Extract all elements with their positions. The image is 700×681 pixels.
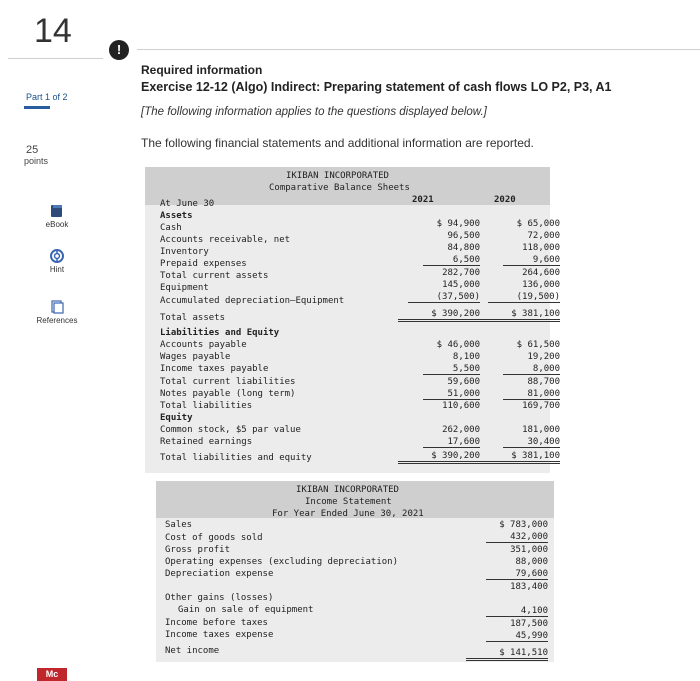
bs-row-2021: 5,500 [423, 364, 480, 375]
hint-button[interactable] [27, 249, 87, 274]
book-icon [49, 204, 65, 218]
is-row-value: 45,990 [486, 631, 548, 642]
is-row-value: 351,000 [510, 545, 548, 555]
exercise-title: Exercise 12-12 (Algo) Indirect: Preparing statement of cash flows LO P2, P3, A1 [141, 80, 612, 94]
required-information-heading: Required information [141, 63, 263, 77]
bs-col-2020: 2020 [494, 195, 516, 205]
bs-row-2020: 136,000 [522, 280, 560, 290]
header-divider [137, 49, 700, 50]
bs-row-label: Inventory [160, 247, 209, 257]
is-row-value: 187,500 [510, 619, 548, 629]
is-row-label: Sales [165, 520, 193, 530]
bs-row-2021: 51,000 [423, 389, 480, 400]
bs-row-label: Accounts receivable, net [160, 235, 291, 245]
bs-row-2021: 262,000 [442, 425, 480, 435]
bs-row-label: Accumulated depreciation–Equipment [160, 296, 345, 306]
is-other-gains-heading: Other gains (losses) [165, 593, 274, 603]
mcgraw-hill-logo: Mc [37, 668, 67, 681]
bs-row-label: Common stock, $5 par value [160, 425, 301, 435]
documents-icon [49, 300, 65, 314]
is-row-value: 88,000 [515, 557, 548, 567]
points-value: 25 [26, 144, 39, 156]
bs-date-label: At June 30 [160, 199, 215, 209]
lifebuoy-icon [49, 249, 65, 263]
bs-row-2020: $ 65,000 [516, 219, 560, 229]
bs-row-2020: 88,700 [527, 377, 560, 387]
bs-row-2021: $ 94,900 [436, 219, 480, 229]
bs-row-2020: 81,000 [503, 389, 560, 400]
ebook-label: eBook [45, 220, 69, 229]
bs-row-2021: $ 46,000 [436, 340, 480, 350]
bs-row-2021: 17,600 [423, 437, 480, 448]
part-progress-bar [24, 106, 50, 109]
is-row-label: Gain on sale of equipment [178, 605, 314, 615]
question-number: 14 [34, 12, 72, 50]
bs-row-label: Total liabilities [160, 401, 253, 411]
bs-row-label: Retained earnings [160, 437, 253, 447]
bs-equity-heading: Equity [160, 413, 193, 423]
is-row-label: Income taxes expense [165, 630, 274, 640]
intro-text: The following financial statements and additional information are reported. [141, 136, 534, 150]
ebook-button[interactable] [27, 204, 87, 229]
bs-col-2021: 2021 [412, 195, 434, 205]
bs-row-2021: 84,800 [447, 243, 480, 253]
bs-row-2020: $ 61,500 [516, 340, 560, 350]
references-label: References [36, 316, 78, 325]
bs-row-2020: 19,200 [527, 352, 560, 362]
is-row-value: 4,100 [486, 606, 548, 617]
bs-row-2021: 282,700 [442, 268, 480, 278]
bs-row-2021: 6,500 [423, 255, 480, 266]
is-row-value: 432,000 [486, 532, 548, 543]
bs-row-2021: 8,100 [452, 352, 480, 362]
bs-row-label: Equipment [160, 283, 209, 293]
bs-row-label: Accounts payable [160, 340, 247, 350]
bs-company: IKIBAN INCORPORATED [286, 171, 389, 181]
bs-row-label: Prepaid expenses [160, 259, 247, 269]
bs-row-2020: $ 381,100 [478, 309, 560, 322]
bs-liabilities-heading: Liabilities and Equity [160, 328, 280, 338]
bs-row-label: Total current assets [160, 271, 269, 281]
is-row-value: $ 783,000 [499, 520, 548, 530]
bs-row-2020: 181,000 [522, 425, 560, 435]
bs-row-2021: $ 390,200 [398, 451, 480, 464]
is-row-value: 79,600 [486, 569, 548, 580]
rail-divider [8, 58, 103, 59]
bs-row-label: Total current liabilities [160, 377, 296, 387]
is-row-label: Income before taxes [165, 618, 268, 628]
bs-row-label: Notes payable (long term) [160, 389, 296, 399]
bs-row-2020: 169,700 [522, 401, 560, 411]
is-period: For Year Ended June 30, 2021 [272, 509, 424, 519]
is-row-label: Net income [165, 646, 220, 656]
is-row-value: 183,400 [510, 582, 548, 592]
is-row-label: Gross profit [165, 545, 231, 555]
alert-icon: ! [109, 40, 129, 60]
exercise-note: [The following information applies to the questions displayed below.] [141, 106, 487, 118]
bs-row-2021: 59,600 [447, 377, 480, 387]
hint-label: Hint [49, 265, 65, 274]
bs-row-2020: 9,600 [503, 255, 560, 266]
references-button[interactable] [27, 300, 87, 325]
bs-row-2021: 96,500 [447, 231, 480, 241]
bs-row-2020: 118,000 [522, 243, 560, 253]
bs-assets-heading: Assets [160, 211, 193, 221]
bs-row-2020: $ 381,100 [478, 451, 560, 464]
bs-row-label: Income taxes payable [160, 364, 269, 374]
bs-row-2021: 145,000 [442, 280, 480, 290]
bs-row-2020: 30,400 [503, 437, 560, 448]
bs-row-2020: (19,500) [488, 292, 560, 303]
bs-row-2021: $ 390,200 [398, 309, 480, 322]
is-row-value: $ 141,510 [466, 648, 548, 661]
is-title: Income Statement [305, 497, 392, 507]
bs-title: Comparative Balance Sheets [269, 183, 410, 193]
bs-row-label: Total assets [160, 313, 226, 323]
bs-row-2020: 264,600 [522, 268, 560, 278]
bs-row-label: Wages payable [160, 352, 231, 362]
points-label: points [24, 156, 49, 166]
is-row-label: Operating expenses (excluding depreciation) [165, 557, 398, 567]
bs-row-2021: (37,500) [408, 292, 480, 303]
is-row-label: Cost of goods sold [165, 533, 263, 543]
part-indicator: Part 1 of 2 [26, 92, 68, 102]
bs-row-label: Total liabilities and equity [160, 453, 312, 463]
is-company: IKIBAN INCORPORATED [296, 485, 399, 495]
bs-row-2020: 72,000 [527, 231, 560, 241]
bs-row-2020: 8,000 [503, 364, 560, 375]
is-row-label: Depreciation expense [165, 569, 274, 579]
bs-row-label: Cash [160, 223, 182, 233]
bs-row-2021: 110,600 [442, 401, 480, 411]
